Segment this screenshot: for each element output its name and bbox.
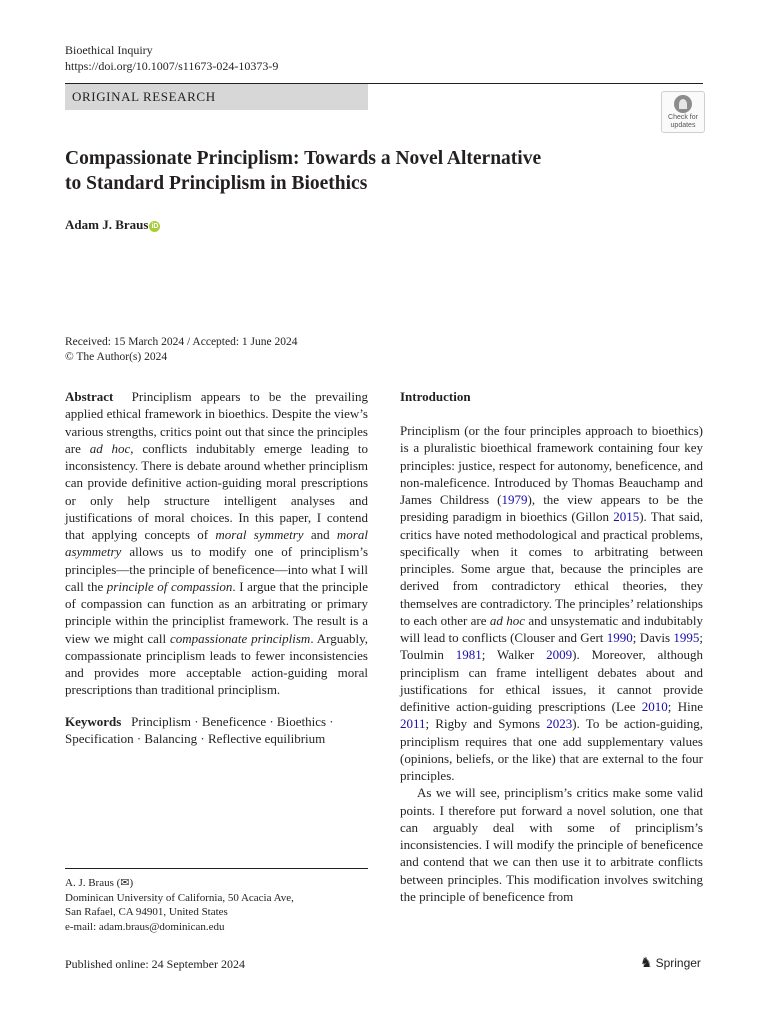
section-label: ORIGINAL RESEARCH xyxy=(65,84,368,110)
check-for-updates-badge[interactable] xyxy=(661,91,705,133)
springer-horse-icon: ♞ xyxy=(640,955,653,971)
intro-text-5: ; Davis xyxy=(632,630,674,645)
publisher-name: Springer xyxy=(655,956,701,970)
check-updates-line1: Check for xyxy=(668,114,698,121)
title-line-1: Compassionate Principlism: Towards a Novel Alternative xyxy=(65,148,542,169)
intro-text-11: ). To be action-guiding, principlism requires that one add supplementary values (opinions, beliefs, or the like) that are external to the four principles. xyxy=(400,716,703,783)
publisher-logo[interactable] xyxy=(640,955,701,971)
intro-text-10: ; Rigby and Symons xyxy=(425,716,547,732)
intro-text-7: ; Walker xyxy=(481,647,547,663)
keywords xyxy=(65,713,368,748)
ref-2009[interactable]: 2009 xyxy=(546,647,573,663)
intro-paragraph-1 xyxy=(400,422,703,784)
abstract-column xyxy=(65,388,368,747)
keywords-heading: Keywords xyxy=(65,713,122,729)
check-updates-line2: updates xyxy=(670,122,696,129)
journal-name: Bioethical Inquiry xyxy=(65,43,153,57)
journal-header xyxy=(65,42,278,74)
footnote-rule xyxy=(65,868,368,869)
abstract-text-2: , conflicts indubitably emerge leading to inconsistency. There is debate around whether principlism can provide definitive action-guiding moral prescriptions or only help structure intelligent analyses and justifications of moral choices. In this paper, I contend that applying concepts of xyxy=(65,440,369,542)
keywords-text: Principlism · Beneficence · Bioethics · Specification · Balancing · Reflective equilibrium xyxy=(65,713,334,746)
abstract-text-3: allows us to modify one of principlism’s principles—the principle of beneficence—into what I will call the xyxy=(65,544,369,594)
corr-name: A. J. Braus (✉) xyxy=(65,877,134,889)
intro-text-4: and unsystematic and indubitably will lead to conflicts (Clouser and Gert xyxy=(400,612,703,645)
ref-2015[interactable]: 2015 xyxy=(613,509,640,525)
ref-2010[interactable]: 2010 xyxy=(641,699,668,714)
doi-link[interactable]: https://doi.org/10.1007/s11673-024-10373-9 xyxy=(65,59,279,73)
received-accepted: Received: 15 March 2024 / Accepted: 1 June 2024 xyxy=(65,336,298,348)
intro-heading: Introduction xyxy=(400,389,471,404)
intro-text-3: ). That said, critics have noted methodological and practical problems, specifically when it comes to arbitrating between principles. Some argue that, because the principles are derived from contradictory ethical theories, they themselves are contradictory. The principles’ relationships to each other are xyxy=(400,509,704,628)
intro-adhoc: ad hoc xyxy=(489,612,525,628)
abstract-and: and xyxy=(310,527,330,542)
abstract-moral-asymmetry: moral asymmetry xyxy=(65,527,368,560)
check-updates-icon xyxy=(674,95,692,113)
corr-affiliation: Dominican University of California, 50 Acacia Ave, xyxy=(65,891,294,904)
intro-text-1: Principlism (or the four principles approach to bioethics) is a pluralistic bioethical framework containing four key principles: justice, respect for autonomy, beneficence, and non-maleficence. Introduced by Thomas Beauchamp and James Childress ( xyxy=(400,423,703,507)
author-line xyxy=(65,217,160,233)
ref-2023[interactable]: 2023 xyxy=(546,716,573,732)
abstract-moral-symmetry: moral symmetry xyxy=(215,527,304,542)
intro-text-2: ), the view appears to be the presiding paradigm in bioethics (Gillon xyxy=(400,492,703,525)
abstract-adhoc: ad hoc xyxy=(89,440,131,456)
ref-1979[interactable]: 1979 xyxy=(501,492,528,507)
dates-block xyxy=(65,335,298,365)
corr-city: San Rafael, CA 94901, United States xyxy=(65,906,228,918)
abstract-text-1: Principlism appears to be the prevailing applied ethical framework in bioethics. Despite the view’s various strengths, critics point out that since the principles are xyxy=(65,389,368,456)
abstract-principle-of-compassion: principle of compassion xyxy=(106,578,233,594)
published-online: Published online: 24 September 2024 xyxy=(65,957,245,971)
ref-2011[interactable]: 2011 xyxy=(400,716,426,732)
corr-email[interactable]: e-mail: adam.braus@dominican.edu xyxy=(65,920,225,933)
abstract-text-4: . I argue that the principle of compassion can function as an arbitrating or primary principle within the principlist framework. The result is a view we might call xyxy=(65,578,369,646)
abstract-text-5: . Arguably, compassionate principlism leads to fewer inconsistencies and provides more acceptable action-guiding moral prescriptions than traditional principlism. xyxy=(65,630,368,698)
intro-paragraph-2: As we will see, principlism’s critics make some valid points. I therefore put forward a novel solution, one that can arguably deal with some of principlism’s inconsistencies. I will modify the principle of beneficence and contend that we can then use it to arbitrate conflicts between principles. This modification involves switching the principle of beneficence from xyxy=(400,785,703,904)
copyright: © The Author(s) 2024 xyxy=(65,351,168,363)
title-line-2: to Standard Principlism in Bioethics xyxy=(65,173,368,194)
abstract xyxy=(65,388,368,699)
intro-text-6: ; Toulmin xyxy=(400,630,703,663)
author-name[interactable]: Adam J. Braus xyxy=(65,217,149,232)
ref-1990[interactable]: 1990 xyxy=(606,630,633,645)
introduction-column xyxy=(400,388,703,905)
orcid-icon[interactable]: iD xyxy=(151,223,159,230)
intro-text-9: ; Hine xyxy=(667,699,703,714)
abstract-compassionate-principlism: compassionate principlism xyxy=(169,630,311,646)
intro-text-8: ). Moreover, although principlism can frame intelligent debates about and justifications for ethical issues, it cannot provide definitive action-guiding prescriptions (Lee xyxy=(400,647,703,714)
ref-1995[interactable]: 1995 xyxy=(673,630,700,645)
article-title xyxy=(65,146,685,196)
ref-1981[interactable]: 1981 xyxy=(455,647,482,663)
correspondence-block xyxy=(65,876,294,934)
abstract-heading: Abstract xyxy=(65,389,114,404)
